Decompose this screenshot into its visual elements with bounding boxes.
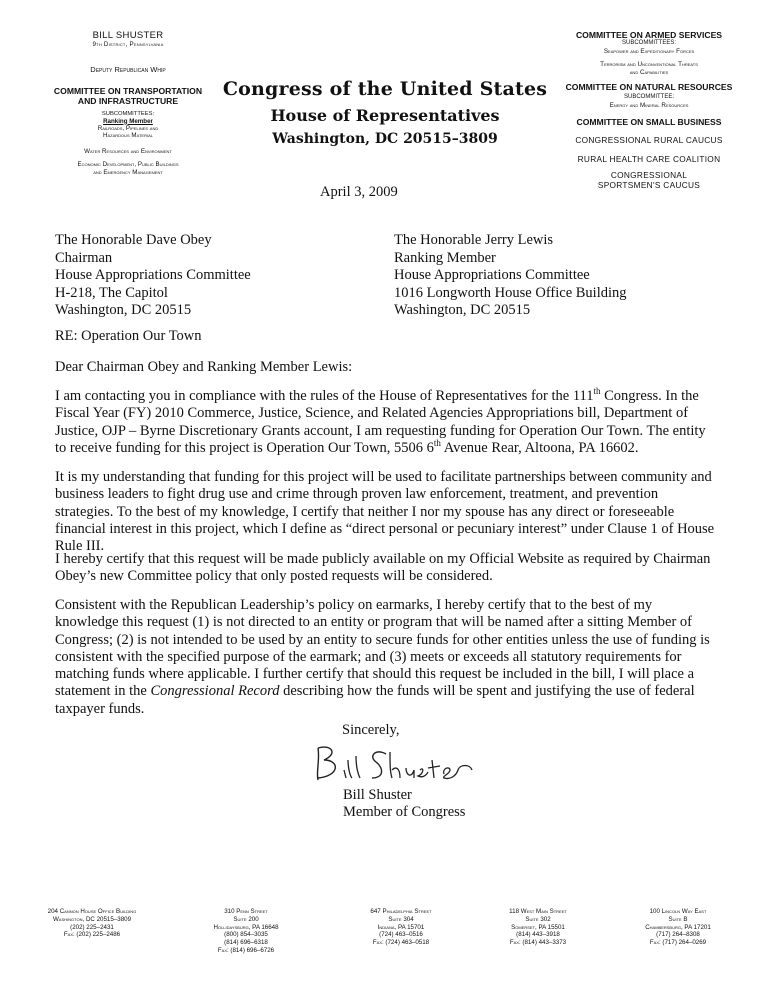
city-line: Washington, DC 20515–3809	[272, 131, 498, 147]
office-line: Washington, DC 20515–3809	[52, 915, 132, 923]
sportsmen-caucus-line-1: CONGRESSIONAL	[610, 170, 688, 181]
energy-subcommittee: Energy and Mineral Resources	[609, 101, 689, 109]
office-line: 100 Lincoln Way East	[649, 908, 707, 915]
signer-title: Member of Congress	[343, 804, 466, 821]
transportation-committee	[28, 86, 228, 107]
railroads-line-2: Hazardous Material	[103, 132, 153, 140]
office-line: 647 Philadelphia Street	[370, 908, 432, 915]
office-line: Somerset, PA 15501	[511, 923, 565, 931]
subcommittees-label: SUBCOMMITTEES:	[101, 110, 155, 117]
salutation: Dear Chairman Obey and Ranking Member Lewis:	[55, 359, 353, 375]
right-letterhead	[540, 30, 758, 191]
office-line: Indiana, PA 15701	[377, 923, 425, 931]
office-address-chambersburg	[608, 908, 748, 947]
office-line: Suite 302	[525, 915, 551, 923]
signer-block	[343, 787, 465, 822]
terrorism-subcommittee-line-2: and Capabilities	[629, 68, 669, 76]
office-line: Fax: (724) 463–0518	[372, 939, 430, 946]
recipient-address-lewis	[394, 232, 627, 320]
recipient-address-obey	[55, 232, 251, 320]
office-line: (202) 225–2431	[70, 923, 114, 931]
office-address-washington	[22, 908, 162, 939]
water-resources: Water Resources and Environment	[84, 147, 172, 155]
rural-health-coalition: RURAL HEALTH CARE COALITION	[577, 154, 721, 165]
address-line: Washington, DC 20515	[55, 302, 192, 319]
address-line: Chairman	[55, 249, 113, 266]
paragraph-3: I hereby certify that this request will be made publicly available on my Official Website as required by Chairman Obey’s new Committee policy that only posted requests will be considered.	[55, 551, 711, 585]
office-line: (814) 696–6318	[224, 939, 268, 946]
paragraph-1-part-c: Avenue Rear, Altoona, PA 16602.	[440, 439, 639, 456]
office-address-indiana	[331, 908, 471, 947]
sportsmen-caucus-line-2: SPORTSMEN'S CAUCUS	[597, 180, 701, 191]
address-line: House Appropriations Committee	[55, 267, 251, 284]
office-line: 118 West Main Street	[509, 908, 567, 915]
paragraph-2: It is my understanding that funding for this project will be used to facilitate partnerships between community and business leaders to fight drug use and crime through proven law enforcement, treatment, and prevention strategies. To the best of my knowledge, I certify that neither I nor my spouse has any direct or foreseeable financial interest in this project, which I define as “direct personal or pecuniary interest” under Clause 1 of House Rule III.	[55, 469, 715, 555]
natural-resources-subcommittee-label: SUBCOMMITTEE:	[623, 94, 674, 101]
member-name: BILL SHUSTER	[92, 30, 164, 41]
left-letterhead	[28, 30, 228, 176]
superscript-th: th	[593, 386, 601, 397]
congress-title: Congress of the United States	[222, 78, 548, 100]
center-letterhead	[220, 78, 550, 147]
record-italic: Record	[238, 683, 280, 700]
committee-line-2: AND INFRASTRUCTURE	[77, 96, 179, 107]
economic-development-line-2: and Emergency Management	[93, 168, 163, 176]
address-line: Washington, DC 20515	[394, 302, 531, 319]
armed-services-committee: COMMITTEE ON ARMED SERVICES	[575, 30, 723, 40]
paragraph-4-part-b: describing how the funds will be spent and justifying the use of federal taxpayer funds.	[55, 683, 695, 717]
address-line: House Appropriations Committee	[394, 267, 590, 284]
closing: Sincerely,	[342, 722, 400, 738]
office-line: Hollidaysburg, PA 16648	[213, 923, 279, 931]
congressional-italic: Congressional	[150, 683, 235, 700]
paragraph-4-part-a: Consistent with the Republican Leadership’s policy on earmarks, I hereby certify that to the best of my knowledge this request (1) is not directed to an entity or program that will be named after a sitting Member of Congress; (2) is not intended to be used by an entity to secure funds for other entities unless the use of funding is consistent with the specified purpose of the earmark; and (3) meets or exceeds all statutory requirements for matching funds where applicable. I further certify that should this request be included in the bill, I will place a statement in the	[55, 597, 710, 700]
address-line: The Honorable Dave Obey	[55, 232, 212, 248]
natural-resources-committee: COMMITTEE ON NATURAL RESOURCES	[565, 82, 733, 93]
office-line: Fax: (202) 225–2486	[63, 931, 121, 939]
paragraph-1	[55, 388, 715, 457]
office-line: 204 Cannon House Office Building	[47, 908, 137, 915]
office-line: 310 Penn Street	[224, 908, 268, 915]
address-line: H-218, The Capitol	[55, 284, 168, 301]
office-line: (724) 463–0516	[379, 931, 423, 939]
address-line: The Honorable Jerry Lewis	[394, 232, 554, 248]
economic-development-line-1: Economic Development, Public Buildings	[77, 161, 179, 169]
paragraph-1-part-a: I am contacting you in compliance with the rules of the House of Representatives for the 111	[55, 388, 594, 404]
office-address-somerset	[468, 908, 608, 947]
subject-line: RE: Operation Our Town	[55, 328, 202, 344]
paragraph-4	[55, 597, 715, 718]
office-line: Fax: (814) 696–6726	[217, 946, 275, 954]
seapower-subcommittee: Seapower and Expeditionary Forces	[603, 47, 695, 55]
paragraph-1-part-b: Congress. In the Fiscal Year (FY) 2010 Commerce, Justice, Science, and Related Agencies Appropriations bill, Department of Justice, OJP – Byrne Discretionary Grants account, I am requesting funding for Operation Our Town. The entity to receive funding for this project is Operation Our Town, 5506 6	[55, 388, 706, 456]
terrorism-subcommittee-line-1: Terrorism and Unconventional Threats	[600, 61, 698, 69]
small-business-committee: COMMITTEE ON SMALL BUSINESS	[576, 117, 722, 128]
office-line: Chambersburg, PA 17201	[645, 923, 711, 931]
railroads-line-1: Railroads, Pipelines and	[97, 124, 159, 132]
member-district: 9th District, Pennsylvania	[92, 41, 164, 49]
office-line: Suite 304	[388, 915, 414, 923]
address-line: 1016 Longworth House Office Building	[394, 284, 627, 301]
house-title: House of Representatives	[270, 106, 500, 125]
committee-line-1: COMMITTEE ON TRANSPORTATION	[53, 85, 203, 96]
armed-services-subcommittees-label: SUBCOMMITTEES:	[621, 40, 676, 47]
office-address-hollidaysburg	[176, 908, 316, 955]
signature	[310, 740, 490, 784]
office-line: Suite 200	[233, 915, 259, 923]
office-line: Fax: (717) 264–0269	[649, 939, 707, 946]
letter-date: April 3, 2009	[320, 184, 398, 200]
signer-name: Bill Shuster	[343, 787, 412, 803]
ranking-member-label: Ranking Member	[103, 117, 153, 125]
office-line: Suite B	[668, 915, 688, 923]
address-line: Ranking Member	[394, 249, 496, 266]
office-line: Fax: (814) 443–3373	[509, 939, 567, 946]
superscript-th: th	[433, 438, 441, 449]
office-line: (717) 264–8308	[656, 931, 700, 939]
rural-caucus: CONGRESSIONAL RURAL CAUCUS	[575, 134, 723, 145]
whip-title: Deputy Republican Whip	[90, 64, 166, 74]
office-line: (800) 854–3035	[224, 931, 268, 939]
office-line: (814) 443–3918	[516, 931, 560, 939]
